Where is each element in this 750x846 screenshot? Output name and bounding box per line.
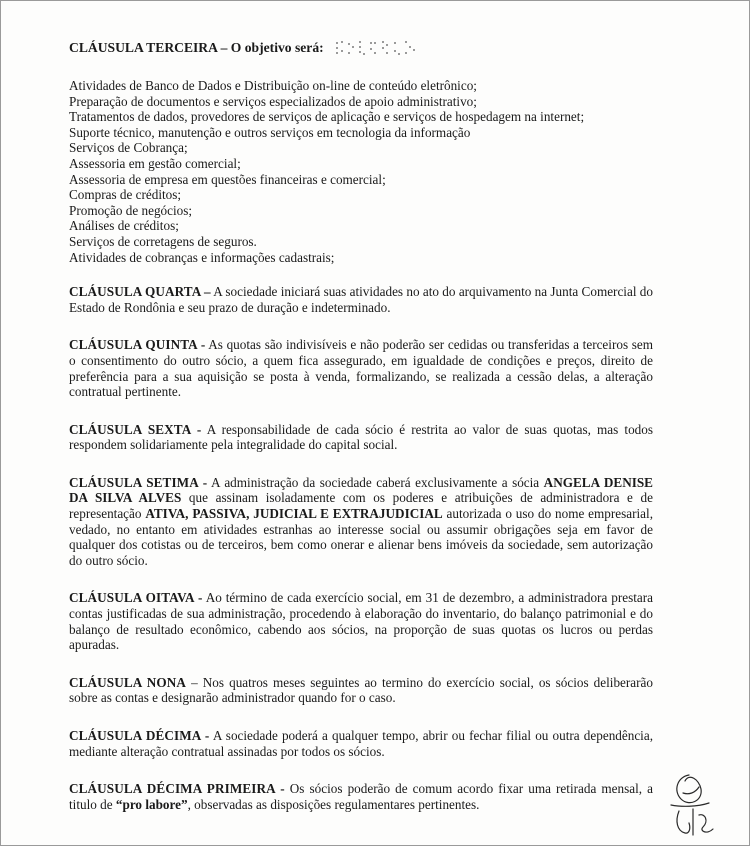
clausula-terceira-heading <box>69 39 653 57</box>
objective-item: Atividades de cobranças e informações cadastrais; <box>69 249 335 265</box>
clausula-quinta-title: CLÁUSULA QUINTA - <box>69 337 206 353</box>
objective-item: Atividades de Banco de Dados e Distribuição on-line de conteúdo eletrônico; <box>69 78 477 93</box>
clausula-quarta-text: A sociedade iniciará suas atividades no ato do arquivamento na Junta Comercial do Estado de Rondônia e seu prazo de duração e indeterminado. <box>69 284 653 315</box>
objective-item: Compras de créditos; <box>69 187 182 203</box>
clausula-quarta <box>69 284 653 315</box>
clausula-decima-primeira-text-1: Os sócios poderão de comum acordo fixar uma retirada mensal, a titulo de <box>69 781 653 812</box>
clausula-sexta-text: A responsabilidade de cada sócio é restrita ao valor de suas quotas, mas todos respondem solidariamente pela integralidade do capital social. <box>69 421 654 453</box>
objective-item: Preparação de documentos e serviços especializados de apoio administrativo; <box>69 93 477 109</box>
clausula-decima-text: A sociedade poderá a qualquer tempo, abrir ou fechar filial ou outra dependência, mediante alteração contratual assinadas por todos os sócios. <box>69 728 653 759</box>
clausula-oitava-title: CLÁUSULA OITAVA - <box>69 590 203 606</box>
clausula-quinta-text: As quotas são indivisíveis e não poderão ser cedidas ou transferidas a terceiros sem o consentimento do outro sócio, a quem fica assegurado, em igualdade de condições e preços, direito de preferência para a sua aquisição se posta à venda, formalizando, se realizada a cessão delas, a alteração contratual pertinente. <box>69 337 653 400</box>
clausula-setima-title: CLÁUSULA SETIMA - <box>69 474 208 490</box>
objective-item: Assessoria em gestão comercial; <box>69 155 241 171</box>
initials-signature <box>659 765 721 839</box>
clausula-decima <box>69 728 653 759</box>
objective-item: Suporte técnico, manutenção e outros serviços em tecnologia da informação <box>69 124 471 140</box>
clausula-quarta-title: CLÁUSULA QUARTA – <box>69 284 211 300</box>
clausula-nona <box>69 675 653 706</box>
clausula-decima-primeira-title: CLÁUSULA DÉCIMA PRIMEIRA - <box>69 781 285 797</box>
clausula-quinta <box>69 337 653 399</box>
administrator-name: ANGELA DENISE DA SILVA ALVES <box>69 474 653 506</box>
clausula-oitava <box>69 590 653 652</box>
representation-powers: ATIVA, PASSIVA, JUDICIAL E EXTRAJUDICIAL <box>145 506 443 522</box>
objective-item: Tratamentos de dados, provedores de serviços de aplicação e serviços de hospedagem na internet; <box>69 109 585 125</box>
pro-labore-term: “pro labore” <box>115 796 188 812</box>
clausula-oitava-text: Ao término de cada exercício social, em 31 de dezembro, a administradora prestara contas justificadas de sua administração, procedendo à elaboração do inventario, do balanço patrimonial e do balanço de resultado econômico, cabendo aos sócios, na proporção de suas quotas os lucros ou perdas apuradas. <box>69 590 653 653</box>
objective-item: Análises de créditos; <box>69 218 179 234</box>
clausula-nona-title: CLÁUSULA NONA <box>69 674 187 690</box>
clausula-setima <box>69 475 653 569</box>
clausula-decima-primeira-text-2: , observadas as disposições regulamentares pertinentes. <box>187 796 480 812</box>
objective-item: Assessoria de empresa em questões financeiras e comercial; <box>69 171 386 187</box>
objectives-list <box>69 78 653 265</box>
clausula-decima-primeira <box>69 781 653 812</box>
objective-item: Promoção de negócios; <box>69 202 193 218</box>
clausula-terceira-title: CLÁUSULA TERCEIRA – O objetivo será: <box>69 40 324 55</box>
objective-item: Serviços de Cobrança; <box>69 140 188 156</box>
clausula-setima-text-1: A administração da sociedade caberá exclusivamente a sócia <box>207 474 544 490</box>
objective-item: Serviços de corretagens de seguros. <box>69 233 257 249</box>
punch-stamp-marks <box>333 39 423 57</box>
clausula-sexta <box>69 422 653 453</box>
clausula-setima-text-2: que assinam isoladamente com os poderes e atribuições de administradora e de representação <box>69 490 653 522</box>
clausula-nona-text: – Nos quatros meses seguintes ao termino do exercício social, os sócios deliberarão sobre as contas e designarão administrador quando for o caso. <box>69 674 653 706</box>
clausula-sexta-title: CLÁUSULA SEXTA - <box>69 421 202 437</box>
clausula-setima-text-3: autorizada o uso do nome empresarial, vedado, no entanto em atividades estranhas ao interesse social ou assumir obrigações seja em favor de qualquer dos cotistas ou de terceiros, bem como onerar e alienar bens imóveis da sociedade, sem autorização do outro sócio. <box>69 506 653 568</box>
contract-body <box>69 39 653 812</box>
clausula-decima-title: CLÁUSULA DÉCIMA - <box>69 728 210 743</box>
